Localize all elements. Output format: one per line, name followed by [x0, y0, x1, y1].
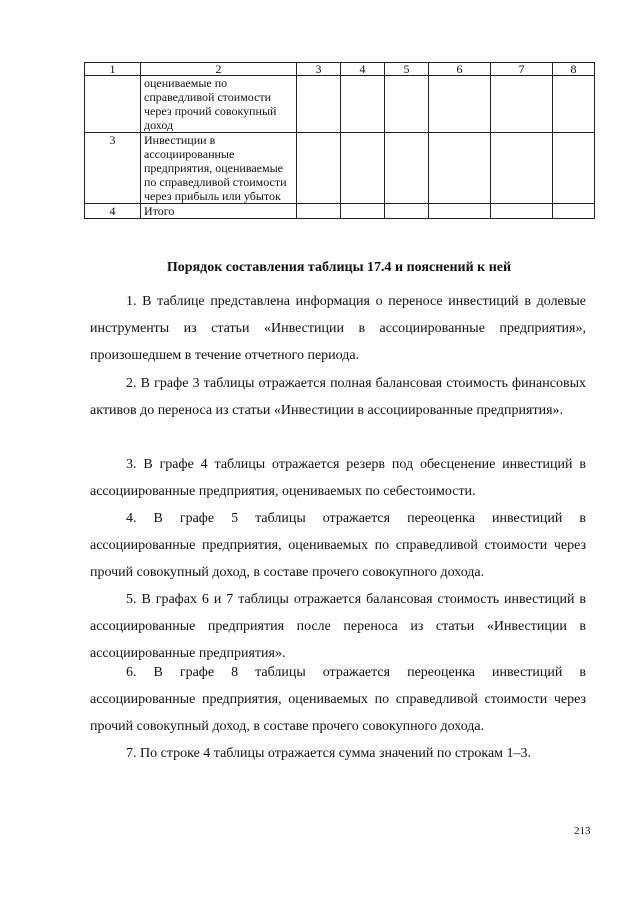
paragraph-7 — [90, 740, 586, 767]
empty-cell — [553, 76, 595, 133]
paragraph-1 — [90, 288, 586, 369]
column-header: 8 — [553, 63, 595, 76]
paragraph-text: 6. В графе 8 таблицы отражается переоценка инвестиций в ассоциированные предприятия, оцениваемых по справедливой стоимости через прочий совокупный доход, в составе прочего совокупного дохода. — [90, 665, 586, 734]
empty-cell — [341, 133, 385, 204]
empty-cell — [491, 76, 553, 133]
column-header: 4 — [341, 63, 385, 76]
table-row — [85, 204, 595, 219]
row-name-cell: Инвестиции в ассоциированные предприятия, оцениваемые по справедливой стоимости через прибыль или убыток — [141, 133, 297, 204]
table-header-row — [85, 63, 595, 76]
column-header: 5 — [385, 63, 429, 76]
row-number-cell: 3 — [85, 133, 141, 204]
empty-cell — [341, 204, 385, 219]
section-heading: Порядок составления таблицы 17.4 и пояснений к ней — [166, 260, 512, 275]
disclosure-table — [84, 62, 595, 219]
empty-cell — [429, 204, 491, 219]
empty-cell — [429, 133, 491, 204]
empty-cell — [341, 76, 385, 133]
empty-cell — [297, 204, 341, 219]
table-row — [85, 76, 595, 133]
table-row — [85, 133, 595, 204]
row-name-cell: Итого — [141, 204, 297, 219]
paragraph-4 — [90, 505, 586, 586]
row-number-cell: 4 — [85, 204, 141, 219]
column-header: 2 — [141, 63, 297, 76]
column-header: 7 — [491, 63, 553, 76]
empty-cell — [385, 76, 429, 133]
row-number-cell — [85, 76, 141, 133]
empty-cell — [297, 76, 341, 133]
paragraph-text: 1. В таблице представлена информация о переносе инвестиций в долевые инструменты из статьи «Инвестиции в ассоциированные предприятия», произошедшем в течение отчетного периода. — [90, 294, 586, 363]
empty-cell — [429, 76, 491, 133]
paragraph-text: 7. По строке 4 таблицы отражается сумма значений по строкам 1–3. — [126, 746, 532, 761]
paragraph-3 — [90, 451, 586, 505]
paragraph-text: 3. В графе 4 таблицы отражается резерв под обесценение инвестиций в ассоциированные предприятия, оцениваемых по себестоимости. — [90, 457, 586, 499]
empty-cell — [491, 133, 553, 204]
paragraph-text: 5. В графах 6 и 7 таблицы отражается балансовая стоимость инвестиций в ассоциированные предприятия после переноса из статьи «Инвестиции в ассоциированные предприятия». — [90, 592, 586, 661]
paragraph-text: 4. В графе 5 таблицы отражается переоценка инвестиций в ассоциированные предприятия, оцениваемых по справедливой стоимости через прочий совокупный доход, в составе прочего совокупного дохода. — [90, 511, 586, 580]
paragraph-5 — [90, 586, 586, 667]
column-header: 6 — [429, 63, 491, 76]
column-header: 3 — [297, 63, 341, 76]
empty-cell — [553, 204, 595, 219]
empty-cell — [553, 133, 595, 204]
empty-cell — [385, 133, 429, 204]
empty-cell — [297, 133, 341, 204]
paragraph-6 — [90, 659, 586, 740]
paragraph-text: 2. В графе 3 таблицы отражается полная балансовая стоимость финансовых активов до переноса из статьи «Инвестиции в ассоциированные предприятия». — [90, 376, 586, 418]
row-name-cell: оцениваемые по справедливой стоимости через прочий совокупный доход — [141, 76, 297, 133]
empty-cell — [385, 204, 429, 219]
page-number: 213 — [574, 825, 591, 837]
column-header: 1 — [85, 63, 141, 76]
paragraph-2 — [90, 370, 586, 424]
empty-cell — [491, 204, 553, 219]
